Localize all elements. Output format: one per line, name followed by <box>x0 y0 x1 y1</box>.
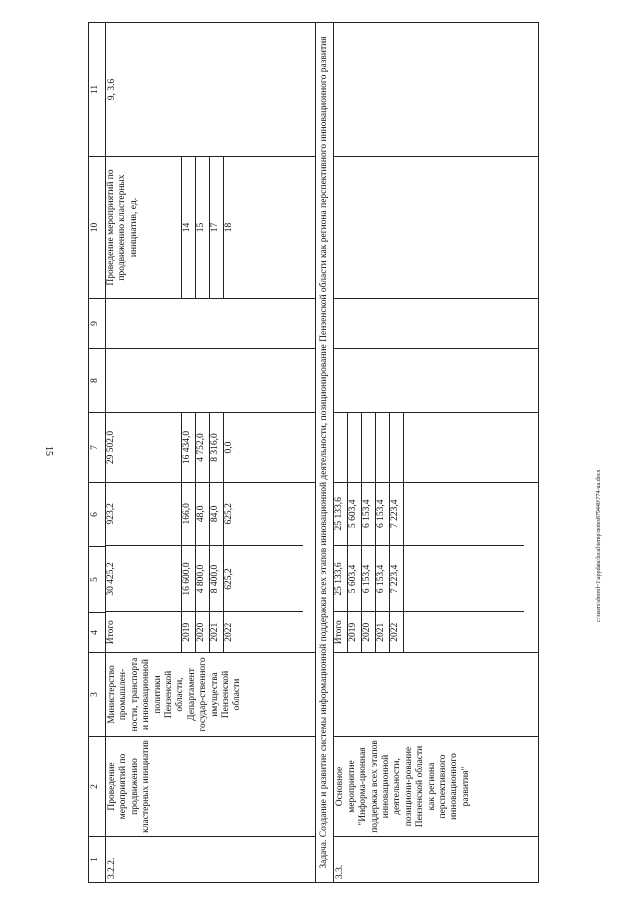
year-cell: 2019 <box>181 612 195 652</box>
header-cell: 10 <box>89 157 106 299</box>
table-row-3-2-2 <box>106 23 316 883</box>
finance-col-7 <box>106 413 316 483</box>
amount-cell: 6 153,4 <box>362 482 376 546</box>
empty-cell <box>334 349 539 413</box>
header-cell: 9 <box>89 299 106 349</box>
year-cell: 2020 <box>195 612 209 652</box>
amount-cell: 29 502,0 <box>106 413 181 482</box>
empty-cell <box>334 23 539 157</box>
footer-path: c:\users\sborol~1\appdata\local\temp\notes879440\774-ua.docx <box>596 469 602 622</box>
finance-block <box>106 483 316 653</box>
empty-cell <box>106 299 316 349</box>
amount-cell <box>348 413 362 482</box>
amount-cell: 0,0 <box>223 441 234 454</box>
header-cell: 2 <box>89 737 106 837</box>
header-cell: 7 <box>89 413 106 483</box>
amount-cell: 6 153,4 <box>376 482 390 546</box>
amount-cell: 16 600,0 <box>181 546 195 612</box>
amount-cell: 4 800,0 <box>195 546 209 612</box>
amount-cell: 7 223,4 <box>390 482 404 546</box>
amount-cell: 8 316,0 <box>209 413 223 482</box>
amount-cell <box>376 413 390 482</box>
year-cell: 2019 <box>348 612 362 652</box>
year-cell <box>404 612 524 652</box>
amount-cell <box>334 413 348 482</box>
amount-cell: 7 223,4 <box>390 546 404 612</box>
amount-cell: 625,2 <box>223 482 303 546</box>
executor: Министерство промышлен-ности, транспорта и инновационной политики Пензенской области, Департамент государ-ственного имущества Пензенской области <box>106 653 316 737</box>
amount-cell: 5 603,4 <box>348 546 362 612</box>
amount-cell: 8 400,0 <box>209 546 223 612</box>
amount-cell: 25 133,6 <box>334 546 348 612</box>
year-cell: 2021 <box>209 612 223 652</box>
finance-col7-subtable <box>106 413 303 482</box>
activity-name: Проведение мероприятий по продвижению кластерных инициатив <box>106 737 316 837</box>
amount-cell <box>404 482 524 546</box>
row-number: 3.2.2. <box>106 837 316 883</box>
header-row <box>89 23 106 883</box>
page-number: 15 <box>43 446 54 456</box>
amount-cell <box>404 546 524 612</box>
empty-cell <box>106 349 316 413</box>
year-cell: Итого <box>106 612 181 652</box>
empty-cell <box>334 299 539 349</box>
task-text: Задача. Создание и развитие системы информационной поддержки всех этапов инновационной деятельности, позиционирование Пензенской области как региона перспективного инновационного развития <box>316 23 334 883</box>
amount-cell: 84,0 <box>209 482 223 546</box>
header-cell: 1 <box>89 837 106 883</box>
finance-col7-subtable <box>334 413 524 482</box>
program-table <box>88 22 539 883</box>
indicator-subtable <box>106 157 303 298</box>
indicator-value: 15 <box>195 157 209 298</box>
amount-cell: 6 153,4 <box>376 546 390 612</box>
year-cell: 2022 <box>223 622 234 642</box>
amount-cell: 923,2 <box>106 482 181 546</box>
finance-subtable <box>334 482 524 652</box>
finance-col-7 <box>334 413 539 483</box>
link-cell: 9, 3.6 <box>106 23 316 157</box>
amount-cell: 30 425,2 <box>106 546 181 612</box>
amount-cell: 166,0 <box>181 482 195 546</box>
amount-cell: 5 603,4 <box>348 482 362 546</box>
executor <box>334 653 539 737</box>
table-row-3-3 <box>334 23 539 883</box>
amount-cell: 625,2 <box>223 546 303 612</box>
row-number: 3.3. <box>334 837 539 883</box>
indicator-value: 17 <box>209 157 223 298</box>
year-cell: 2020 <box>362 612 376 652</box>
header-cell: 5 <box>89 547 106 613</box>
amount-cell <box>404 413 524 482</box>
amount-cell: 16 434,0 <box>181 413 195 482</box>
year-cell: 2021 <box>376 612 390 652</box>
finance-subtable <box>106 482 303 652</box>
rotated-table-area <box>88 23 588 883</box>
amount-cell: 25 133,6 <box>334 482 348 546</box>
amount-cell: 6 153,4 <box>362 546 376 612</box>
empty-cell <box>334 157 539 299</box>
indicator-name: Проведение мероприятий по продвижению кластерных инициатив, ед. <box>106 157 181 298</box>
activity-name: Основное мероприятие "Информа-ционная поддержка всех этапов инновационной деятельности, позициони-рование Пензенской области как региона перспективного инновационного развития" <box>334 737 539 837</box>
header-cell: 4 <box>89 613 106 653</box>
header-cell: 8 <box>89 349 106 413</box>
indicator-value: 14 <box>181 157 195 298</box>
task-row <box>316 23 334 883</box>
header-cell: 6 <box>89 483 106 547</box>
header-cell: 11 <box>89 23 106 157</box>
amount-cell: 4 752,0 <box>195 413 209 482</box>
amount-cell <box>362 413 376 482</box>
year-cell: 2022 <box>390 612 404 652</box>
indicator-block <box>106 157 316 299</box>
amount-cell <box>390 413 404 482</box>
finance-block <box>334 483 539 653</box>
header-cell: 3 <box>89 653 106 737</box>
year-cell: Итого <box>334 612 348 652</box>
amount-cell: 48,0 <box>195 482 209 546</box>
indicator-value: 18 <box>223 222 234 233</box>
